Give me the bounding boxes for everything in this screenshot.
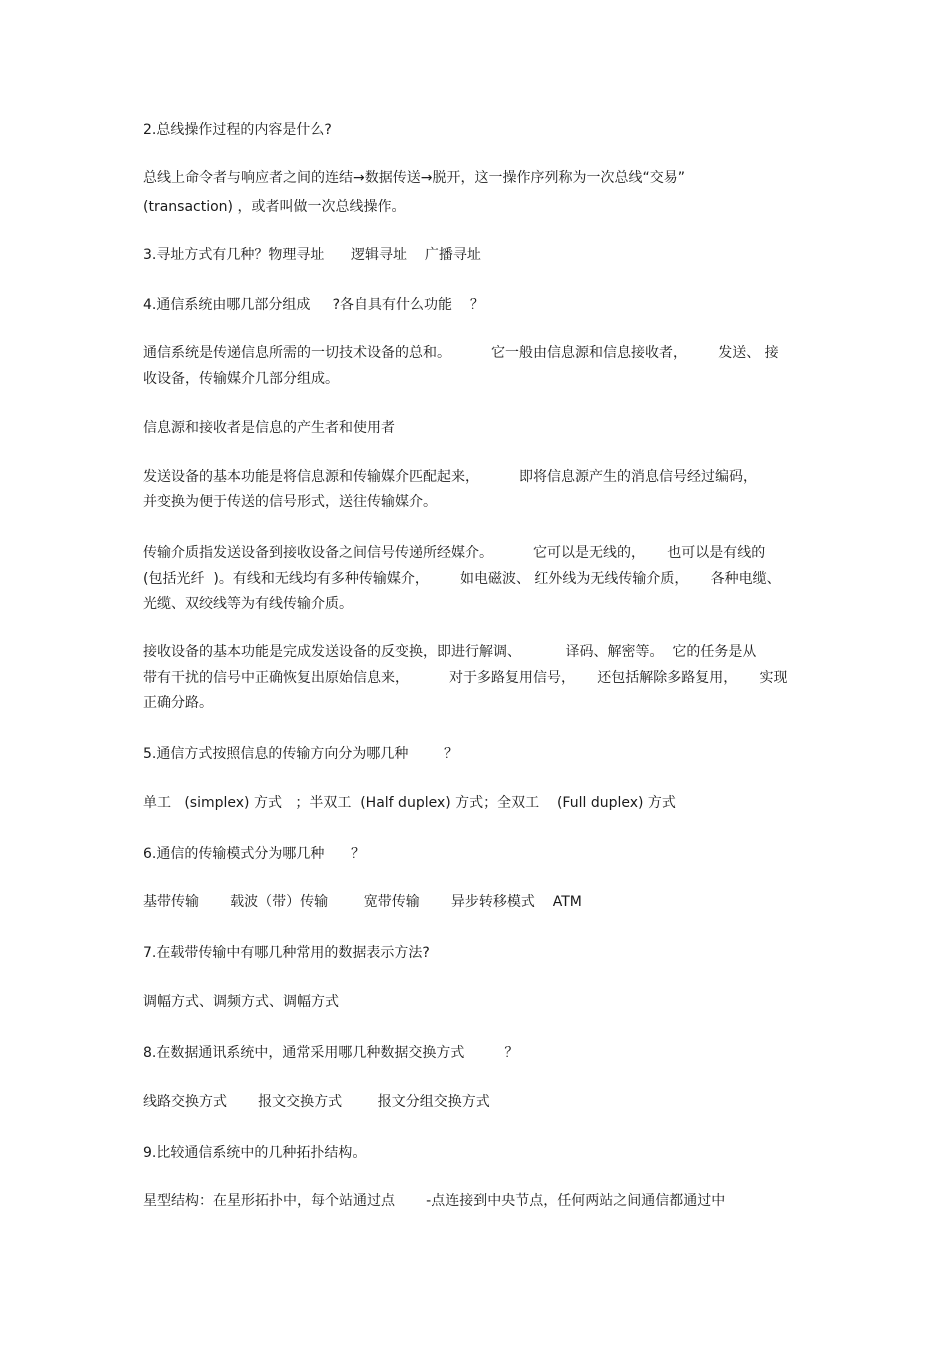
question-9-heading: 9.比较通信系统中的几种拓扑结构。 (143, 1145, 367, 1161)
paragraph-line: 并变换为便于传送的信号形式，送往传输媒介。 (143, 494, 437, 510)
paragraph-line: 发送设备的基本功能是将信息源和传输媒介匹配起来， 即将信息源产生的消息信号经过编码， (143, 469, 758, 485)
paragraph-line: 线路交换方式 报文交换方式 报文分组交换方式 (143, 1094, 490, 1110)
question-2-heading: 2.总线操作过程的内容是什么? (143, 122, 332, 138)
paragraph-line: 通信系统是传递信息所需的一切技术设备的总和。 它一般由信息源和信息接收者， 发送、 接 (143, 345, 779, 361)
question-8-heading: 8.在数据通讯系统中，通常采用哪几种数据交换方式 ？ (143, 1045, 519, 1061)
paragraph-line: 信息源和接收者是信息的产生者和使用者 (143, 420, 395, 436)
paragraph-line: (transaction) ，或者叫做一次总线操作。 (143, 199, 406, 215)
paragraph-line: 收设备，传输媒介几部分组成。 (143, 371, 339, 387)
paragraph-line: 正确分路。 (143, 695, 213, 711)
paragraph-line: 调幅方式、调频方式、调幅方式 (143, 994, 339, 1010)
paragraph-line: 星型结构：在星形拓扑中，每个站通过点 -点连接到中央节点，任何两站之间通信都通过中 (143, 1193, 726, 1209)
question-5-heading: 5.通信方式按照信息的传输方向分为哪几种 ？ (143, 746, 458, 762)
question-3-heading: 3.寻址方式有几种？物理寻址 逻辑寻址 广播寻址 (143, 247, 481, 263)
paragraph-line: 基带传输 载波（带）传输 宽带传输 异步转移模式 ATM (143, 894, 582, 910)
paragraph-line: 总线上命令者与响应者之间的连结→数据传送→脱开，这一操作序列称为一次总线“交易” (143, 170, 685, 186)
paragraph-line: 接收设备的基本功能是完成发送设备的反变换，即进行解调、 译码、解密等。 它的任务是从 (143, 644, 757, 660)
question-6-heading: 6.通信的传输模式分为哪几种 ？ (143, 846, 366, 862)
paragraph-line: 传输介质指发送设备到接收设备之间信号传递所经媒介。 它可以是无线的， 也可以是有线的 (143, 545, 766, 561)
paragraph-line: (包括光纤 )。有线和无线均有多种传输媒介， 如电磁波、 红外线为无线传输介质， 各种电缆、 (143, 571, 781, 587)
paragraph-line: 带有干扰的信号中正确恢复出原始信息来， 对于多路复用信号， 还包括解除多路复用， 实现 (143, 670, 788, 686)
paragraph-line: 单工 (simplex) 方式 ；半双工 (Half duplex) 方式；全双工 (Full duplex) 方式 (143, 795, 676, 811)
paragraph-line: 光缆、双绞线等为有线传输介质。 (143, 596, 353, 612)
question-7-heading: 7.在载带传输中有哪几种常用的数据表示方法? (143, 945, 430, 961)
question-4-heading: 4.通信系统由哪几部分组成 ?各自具有什么功能 ？ (143, 297, 484, 313)
